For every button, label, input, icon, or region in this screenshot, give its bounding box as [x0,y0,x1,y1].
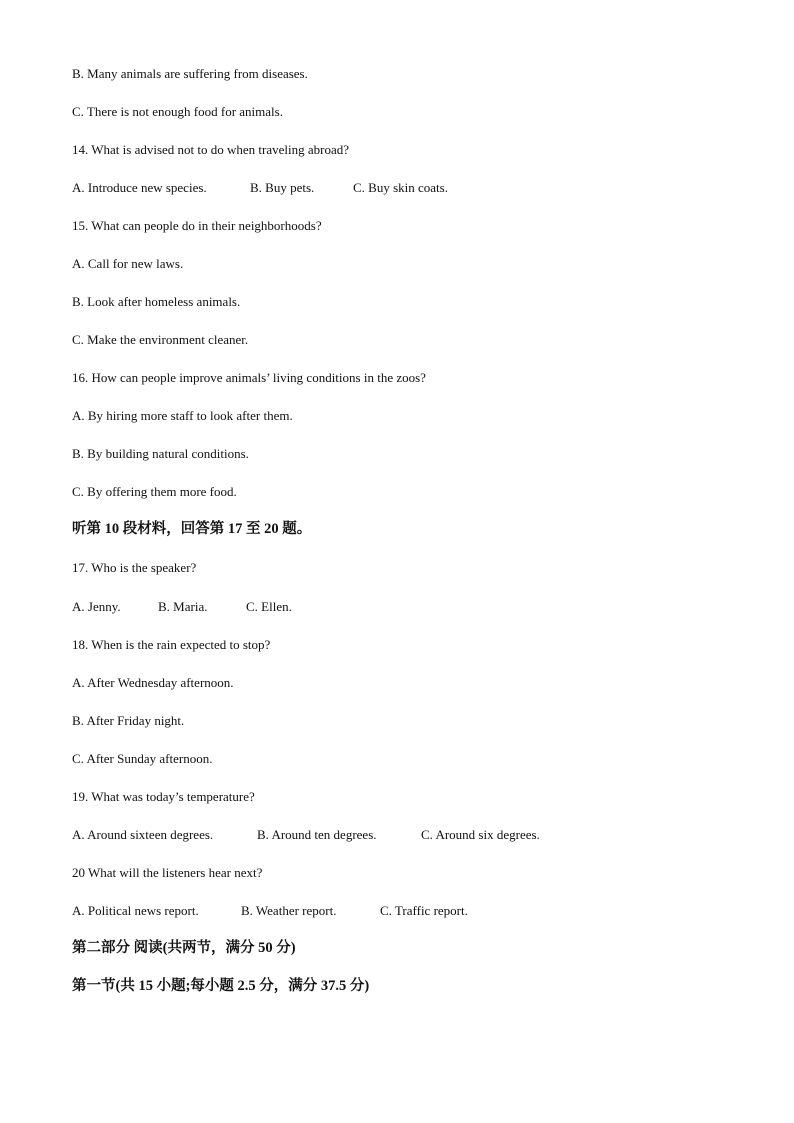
q17-option-c: C. Ellen. [246,599,292,614]
q17-question: 17. Who is the speaker? [72,560,197,575]
q20-option-c: C. Traffic report. [380,903,468,918]
q14-option-b: B. Buy pets. [250,180,315,195]
q16-question: 16. How can people improve animals’ living conditions in the zoos? [72,370,426,385]
q16-option-a: A. By hiring more staff to look after them. [72,408,293,423]
section10-instruction: 听第 10 段材料，回答第 17 至 20 题。 [72,521,312,537]
q19-option-a: A. Around sixteen degrees. [72,827,214,842]
q13-option-b: B. Many animals are suffering from diseases. [72,66,308,81]
q20-question: 20 What will the listeners hear next? [72,865,263,880]
q19-option-c: C. Around six degrees. [421,827,540,842]
part2-heading: 第二部分 阅读(共两节，满分 50 分) [72,940,296,956]
q17-option-a: A. Jenny. [72,599,121,614]
q17-option-b: B. Maria. [158,599,208,614]
q15-option-b: B. Look after homeless animals. [72,294,241,309]
q19-option-b: B. Around ten degrees. [257,827,377,842]
section1-heading: 第一节(共 15 小题;每小题 2.5 分，满分 37.5 分) [72,978,370,994]
q13-option-c: C. There is not enough food for animals. [72,104,283,119]
q14-option-a: A. Introduce new species. [72,180,207,195]
q16-option-c: C. By offering them more food. [72,484,237,499]
q18-option-a: A. After Wednesday afternoon. [72,675,234,690]
q14-option-c: C. Buy skin coats. [353,180,448,195]
q19-question: 19. What was today’s temperature? [72,789,255,804]
q15-option-a: A. Call for new laws. [72,256,184,271]
q14-question: 14. What is advised not to do when traveling abroad? [72,142,350,157]
q18-question: 18. When is the rain expected to stop? [72,637,271,652]
q20-option-a: A. Political news report. [72,903,199,918]
q20-option-b: B. Weather report. [241,903,337,918]
q16-option-b: B. By building natural conditions. [72,446,249,461]
q15-question: 15. What can people do in their neighborhoods? [72,218,322,233]
q18-option-c: C. After Sunday afternoon. [72,751,213,766]
q15-option-c: C. Make the environment cleaner. [72,332,249,347]
q18-option-b: B. After Friday night. [72,713,185,728]
